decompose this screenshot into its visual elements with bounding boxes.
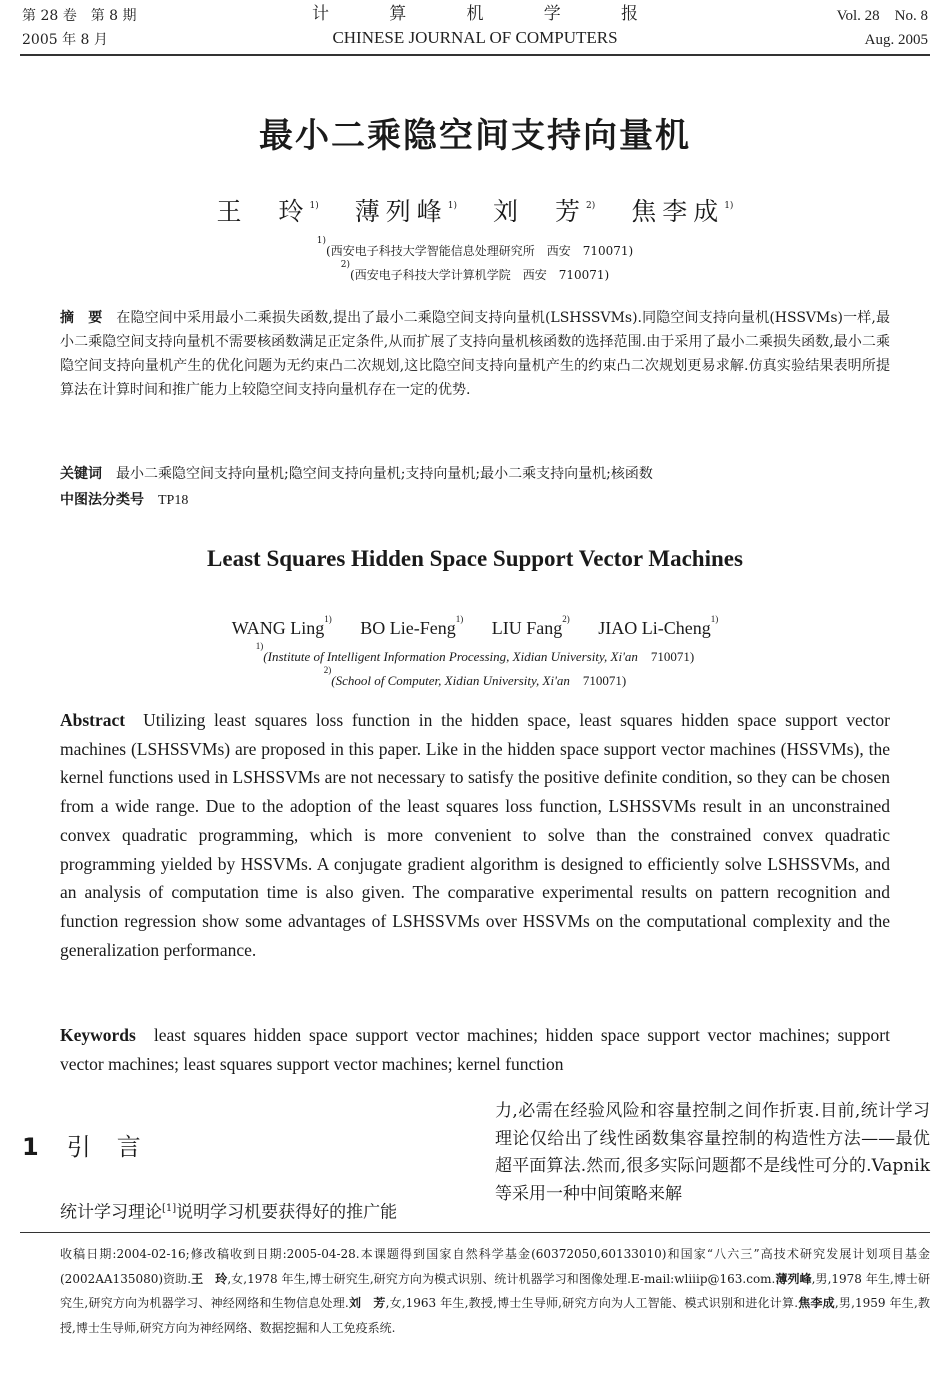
affiliation-cn-1: $^{1)}$(西安电子科技大学智能信息处理研究所 西安 710071) [316,236,634,258]
header-date-cn: 2005 年 8 月 [22,32,108,48]
keywords-en [60,1021,890,1078]
clc-label: 中图法分类号 [60,492,144,508]
author-cn: 薄列峰$^{1)}$ [354,197,458,226]
abstract-cn-text: 在隐空间中采用最小二乘损失函数,提出了最小二乘隐空间支持向量机(LSHSSVMs).同隐空间支持向量机(HSSVMs)一样,最小二乘隐空间支持向量机不需要核函数满足正定条件,从而扩展了支持向量机核函数的选择范围.由于采用了最小二乘损失函数,最小二乘隐空间支持向量机产生的优化问题为无约束凸二次规划,这比隐空间支持向量机产生的约束凸二次规划更易求解.仿真实验结果表明所提算法在计算时间和推广能力上较隐空间支持向量机存在一定的优势. [60,310,891,398]
header-volume-en: Vol. 28 No. 8 [836,8,928,24]
abstract-cn-label: 摘 要 [60,310,103,326]
author-en: JIAO Li-Cheng$^{1)}$ [598,614,719,638]
keywords-cn-label: 关键词 [60,466,102,482]
authors-cn [0,188,950,230]
author-cn: 王 玲$^{1)}$ [216,197,319,226]
footnote: 收稿日期:2004-02-16;修改稿收到日期:2005-04-28.本课题得到国家自然科学基金(60372050,60133010)和国家“八六三”高技术研究发展计划项目基金(2002AA135080)资助.王 玲,女,1978 年生,博士研究生,研究方向为模式识别、统计机器学习和图像处理.E-mail:wliiip@163.com.薄列峰,男,1978 年生,博士研究生,研究方向为机器学习、神经网络和生物信息处理.刘 芳,女,1963 年生,教授,博士生导师,研究方向为人工智能、模式识别和进化计算.焦李成,男,1959 年生,教授,博士生导师,研究方向为神经网络、数据挖掘和人工免疫系统. [60,1247,930,1335]
footnote-rule [20,1232,930,1233]
body-column-left: 统计学习理论[1]说明学习机要获得好的推广能 [60,1202,398,1223]
footnote-author-name: 薄列峰 [775,1271,812,1286]
abstract-en [60,706,890,964]
section-number: 1 [22,1133,39,1161]
abstract-en-label: Abstract [60,710,126,730]
header-volume-en-block [837,4,928,52]
header-journal-en: CHINESE JOURNAL OF COMPUTERS [332,28,618,47]
header-volume-cn: 第 28 卷 第 8 期 [22,8,137,24]
keywords-cn [60,462,890,486]
section-title: 引言 [66,1133,167,1161]
header-rule [20,54,930,56]
header-journal-block [0,2,950,50]
section-heading [22,1130,167,1164]
author-en: WANG Ling$^{1)}$ [231,614,332,638]
paper-title-cn: 最小二乘隐空间支持向量机 [259,116,691,156]
affiliation-en-1: $^{1)}$(Institute of Intelligent Information Processing, Xidian University, Xi'an 710071) [255,641,695,664]
footnote-author-name: 王 玲 [191,1271,228,1286]
author-en: BO Lie-Feng$^{1)}$ [360,614,464,638]
keywords-en-text: least squares hidden space support vector machines; hidden space support vector machines; support vector machines; least squares support vector machines; kernel function [60,1025,890,1074]
header-date-en: Aug. 2005 [864,32,928,48]
paper-title-en: Least Squares Hidden Space Support Vector Machines [207,546,743,571]
header-journal-cn: 计 算 机 学 报 [312,4,666,23]
affiliation-en-2: $^{2)}$(School of Computer, Xidian University, Xi'an 710071) [323,665,627,688]
clc-text: TP18 [158,493,189,508]
keywords-en-label: Keywords [60,1025,136,1045]
abstract-cn [60,306,890,402]
author-cn: 焦李成$^{1)}$ [631,197,734,226]
footnote-author-name: 刘 芳 [348,1296,386,1310]
abstract-en-text: Utilizing least squares loss function in the hidden space, least squares hidden space support vector machines (LSHSSVMs) are proposed in this paper. Like in the hidden space support vector machines (HSSVMs), the kernel functions used in LSHSSVMs are not necessary to satisfy the positive definite condition, so they can be chosen from a wide range. Due to the adoption of the least squares loss function, LSHSSVMs result in an unconstrained convex quadratic programming, which is more convenient to solve than the constrained convex quadratic programming yielded by HSSVMs. A conjugate gradient algorithm is designed to efficiently solve LSHSSVMs, and an analysis of computation time is also given. The comparative experimental results on pattern recognition and function regression show some advantages of LSHSSVMs over HSSVMs on the computational complexity and the generalization performance. [60,710,890,960]
keywords-cn-text: 最小二乘隐空间支持向量机;隐空间支持向量机;支持向量机;最小二乘支持向量机;核函数 [116,466,653,482]
footnote-author-name: 焦李成 [798,1296,835,1310]
author-cn: 刘 芳$^{2)}$ [492,197,596,226]
author-en: LIU Fang$^{2)}$ [491,614,570,638]
citation-ref: [1] [162,1203,177,1214]
body-column-right: 力,必需在经验风险和容量控制之间作折衷.目前,统计学习理论仅给出了线性函数集容量控制的构造性方法——最优超平面算法.然而,很多实际问题都不是线性可分的.Vapnik 等采用一种中间策略来解 [495,1101,930,1204]
clc-number [60,488,890,513]
affiliation-cn-2: $^{2)}$(西安电子科技大学计算机学院 西安 710071) [340,260,610,282]
